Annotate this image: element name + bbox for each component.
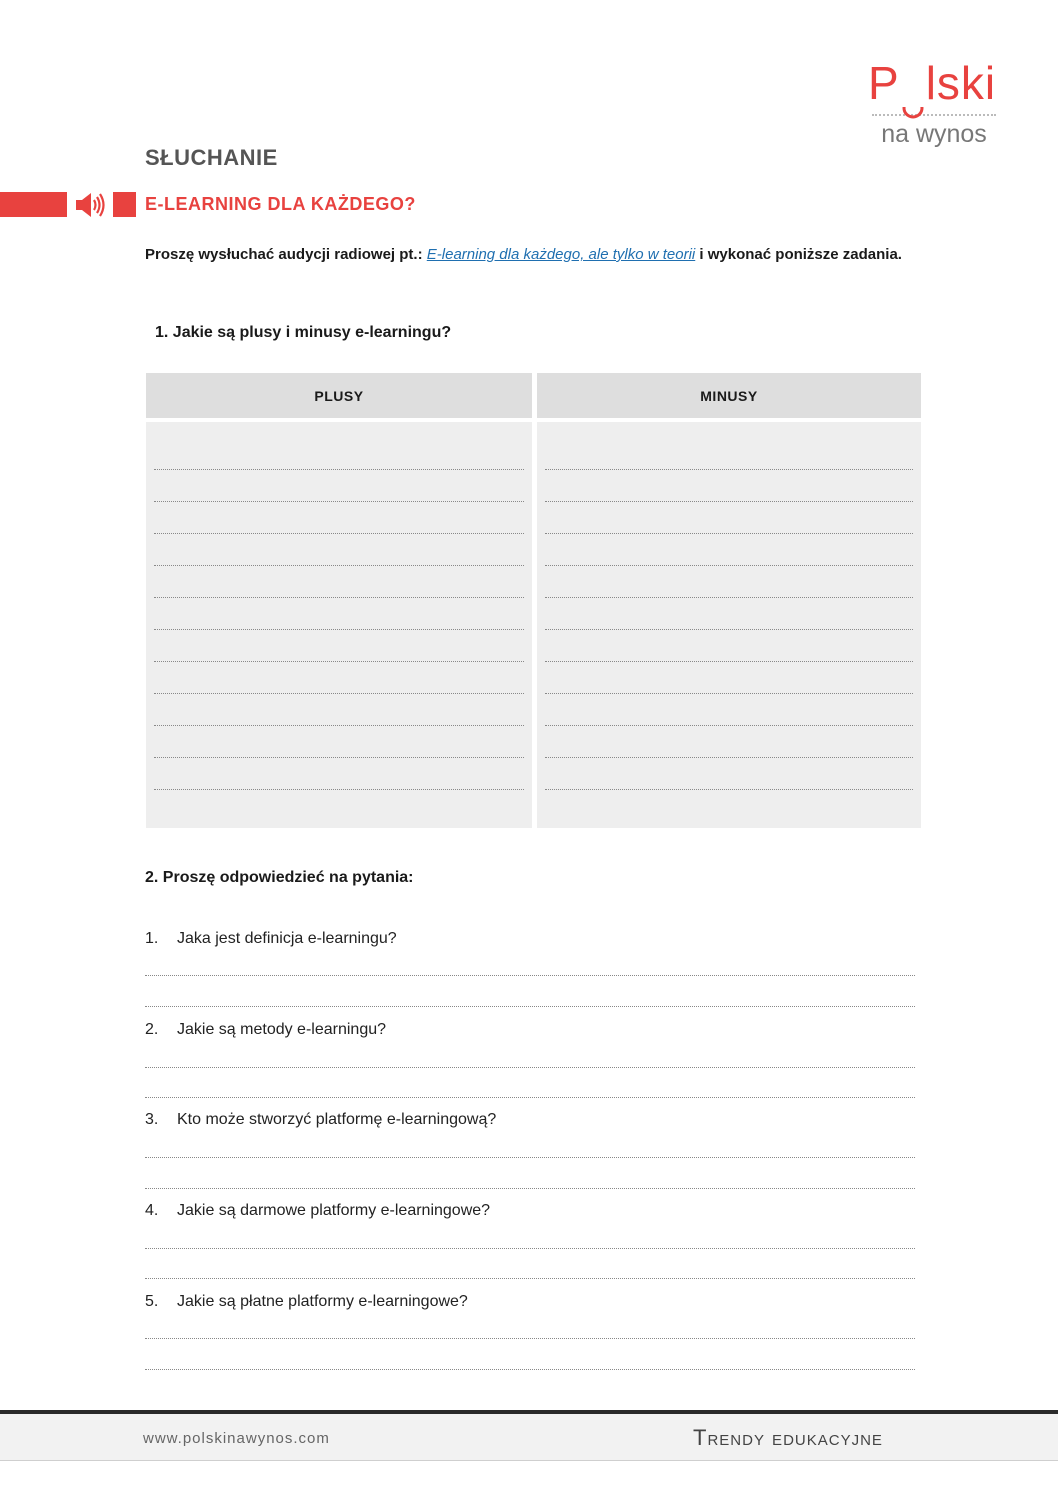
question-number: 4. — [145, 1202, 159, 1219]
answer-line[interactable] — [154, 789, 524, 790]
question-text: Jakie są metody e-learningu? — [177, 1021, 387, 1038]
answer-line[interactable] — [154, 533, 524, 534]
question-number: 3. — [145, 1111, 159, 1128]
column-header-minus: MINUSY — [537, 373, 921, 418]
answer-line[interactable] — [145, 1006, 915, 1007]
task2-title: 2. Proszę odpowiedzieć na pytania: — [145, 869, 414, 886]
answer-line[interactable] — [545, 469, 913, 470]
intro-after: i wykonać poniższe zadania. — [695, 246, 902, 263]
answer-line[interactable] — [145, 1067, 915, 1068]
logo-subtitle: na wynos — [881, 120, 987, 148]
footer-brand: Trendy edukacyjne — [693, 1425, 883, 1450]
answer-line[interactable] — [545, 501, 913, 502]
answer-line[interactable] — [145, 1188, 915, 1189]
audio-link[interactable]: E-learning dla każdego, ale tylko w teorii — [426, 246, 696, 263]
question-number: 5. — [145, 1293, 159, 1310]
question-1 — [145, 930, 397, 948]
exercise-title: E-LEARNING DLA KAŻDEGO? — [145, 194, 416, 214]
answer-line[interactable] — [145, 1338, 915, 1339]
answer-line[interactable] — [145, 975, 915, 976]
answer-line[interactable] — [545, 565, 913, 566]
answer-line[interactable] — [154, 661, 524, 662]
task1-title: 1. Jakie są plusy i minusy e-learningu? — [155, 324, 452, 341]
answer-line[interactable] — [154, 597, 524, 598]
question-5 — [145, 1293, 468, 1311]
answer-line[interactable] — [545, 533, 913, 534]
question-number: 2. — [145, 1021, 159, 1038]
answer-line[interactable] — [145, 1097, 915, 1098]
question-text: Kto może stworzyć platformę e-learningową? — [177, 1111, 497, 1128]
answer-line[interactable] — [154, 501, 524, 502]
section-title: SŁUCHANIE — [145, 145, 278, 170]
logo-letters-lski: lski — [925, 57, 997, 109]
answer-line[interactable] — [154, 757, 524, 758]
answer-line[interactable] — [145, 1278, 915, 1279]
answer-line[interactable] — [145, 1157, 915, 1158]
logo-letter-p: P — [868, 57, 900, 109]
question-3 — [145, 1111, 496, 1129]
answer-line[interactable] — [154, 629, 524, 630]
question-text: Jakie są darmowe platformy e-learningowe? — [177, 1202, 491, 1219]
decor-red-square — [113, 192, 136, 217]
answer-line[interactable] — [154, 469, 524, 470]
answer-line[interactable] — [145, 1369, 915, 1370]
answer-line[interactable] — [154, 565, 524, 566]
answer-line[interactable] — [545, 661, 913, 662]
answer-line[interactable] — [145, 1248, 915, 1249]
intro-before: Proszę wysłuchać audycji radiowej pt.: — [145, 246, 427, 263]
speaker-icon — [75, 190, 107, 220]
column-header-plus: PLUSY — [146, 373, 532, 418]
answer-line[interactable] — [545, 693, 913, 694]
decor-red-bar — [0, 192, 67, 217]
logo-o-icon — [902, 78, 924, 100]
question-text: Jakie są płatne platformy e-learningowe? — [177, 1293, 468, 1310]
answer-line[interactable] — [545, 757, 913, 758]
answer-line[interactable] — [545, 629, 913, 630]
question-2 — [145, 1021, 386, 1039]
answer-line[interactable] — [545, 725, 913, 726]
question-text: Jaka jest definicja e-learningu? — [177, 930, 397, 947]
footer-url[interactable]: www.polskinawynos.com — [143, 1430, 330, 1447]
logo-divider — [872, 114, 996, 116]
answer-line[interactable] — [545, 597, 913, 598]
answer-line[interactable] — [154, 693, 524, 694]
minus-answer-area[interactable] — [537, 422, 921, 828]
answer-line[interactable] — [545, 789, 913, 790]
logo — [868, 58, 1000, 149]
question-number: 1. — [145, 930, 159, 947]
logo-wordmark — [868, 58, 1000, 108]
plus-answer-area[interactable] — [146, 422, 532, 828]
question-4 — [145, 1202, 490, 1220]
answer-line[interactable] — [154, 725, 524, 726]
intro-text — [145, 242, 935, 268]
